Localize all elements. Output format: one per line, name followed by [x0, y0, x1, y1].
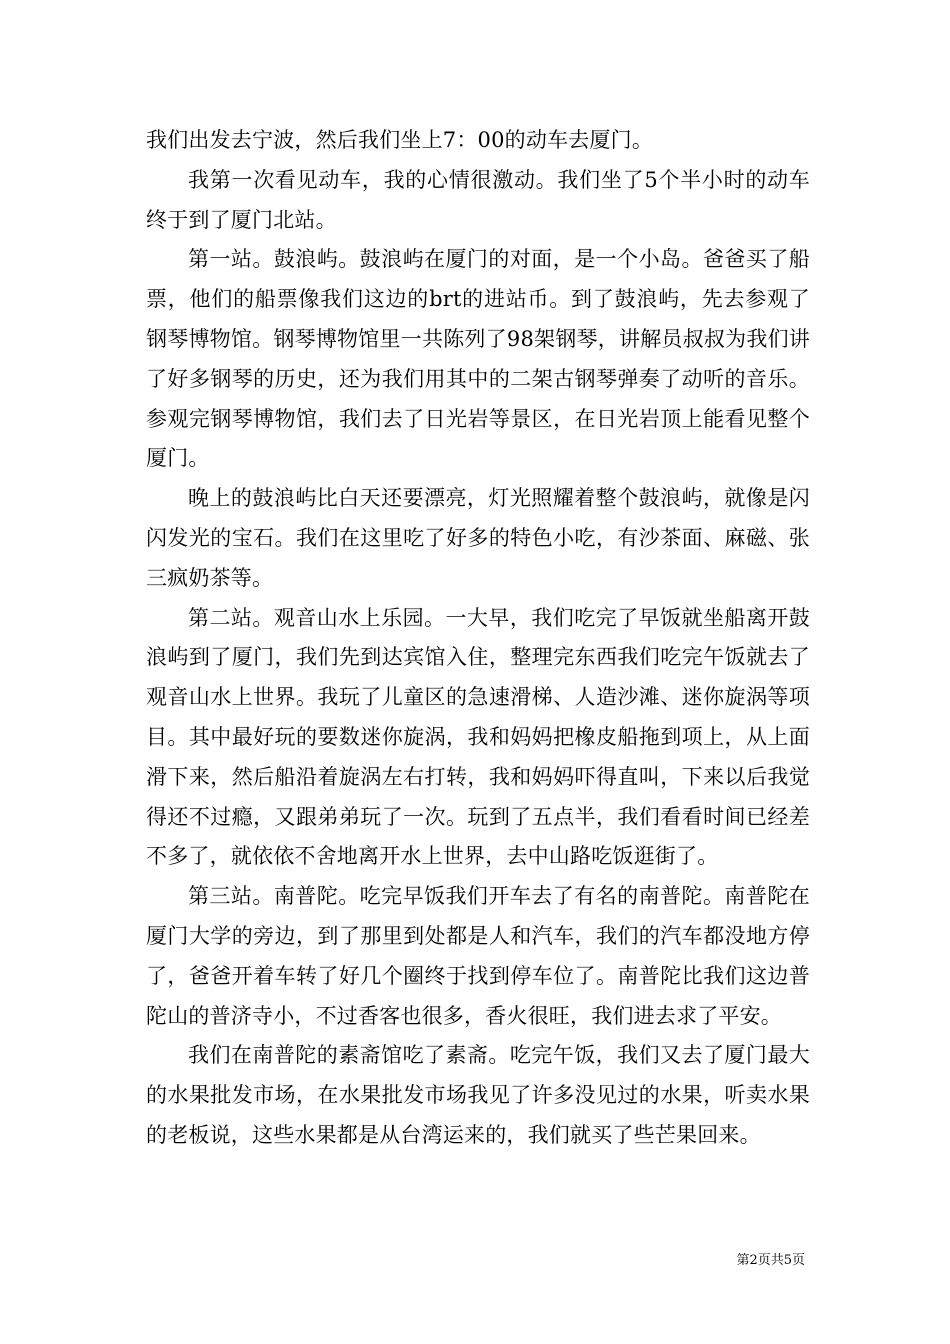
paragraph: 第二站。观音山水上乐园。一大早，我们吃完了早饭就坐船离开鼓浪屿到了厦门，我们先到达宾馆入住，整理完东西我们吃完午饭就去了观音山水上世界。我玩了儿童区的急速滑梯、人造沙滩、迷你旋涡等项目。其中最好玩的要数迷你旋涡，我和妈妈把橡皮船拖到项上，从上面滑下来，然后船沿着旋涡左右打转，我和妈妈吓得直叫，下来以后我觉得还不过瘾，又跟弟弟玩了一次。玩到了五点半，我们看看时间已经差不多了，就依依不舍地离开水上世界，去中山路吃饭逛街了。 [146, 605, 810, 869]
paragraph: 第一站。鼓浪屿。鼓浪屿在厦门的对面，是一个小岛。爸爸买了船票，他们的船票像我们这边的brt的进站币。到了鼓浪屿，先去参观了钢琴博物馆。钢琴博物馆里一共陈列了98架钢琴，讲解员叔叔为我们讲了好多钢琴的历史，还为我们用其中的二架古钢琴弹奏了动听的音乐。参观完钢琴博物馆，我们去了日光岩等景区，在日光岩顶上能看见整个厦门。 [146, 247, 810, 471]
body-text [146, 121, 810, 1156]
paragraph: 我们出发去宁波，然后我们坐上7：00的动车去厦门。 [146, 128, 654, 152]
paragraph: 晚上的鼓浪屿比白天还要漂亮，灯光照耀着整个鼓浪屿，就像是闪闪发光的宝石。我们在这里吃了好多的特色小吃，有沙茶面、麻磁、张三疯奶茶等。 [146, 486, 810, 590]
paragraph: 我们在南普陀的素斋馆吃了素斋。吃完午饭，我们又去了厦门最大的水果批发市场，在水果批发市场我见了许多没见过的水果，听卖水果的老板说，这些水果都是从台湾运来的，我们就买了些芒果回来。 [146, 1043, 810, 1147]
paragraph: 第三站。南普陀。吃完早饭我们开车去了有名的南普陀。南普陀在厦门大学的旁边，到了那里到处都是人和汽车，我们的汽车都没地方停了，爸爸开着车转了好几个圈终于找到停车位了。南普陀比我们这边普陀山的普济寺小，不过香客也很多，香火很旺，我们进去求了平安。 [146, 884, 810, 1028]
paragraph: 我第一次看见动车，我的心情很激动。我们坐了5个半小时的动车终于到了厦门北站。 [146, 167, 810, 232]
page-number: 第2页共5页 [736, 1253, 805, 1268]
